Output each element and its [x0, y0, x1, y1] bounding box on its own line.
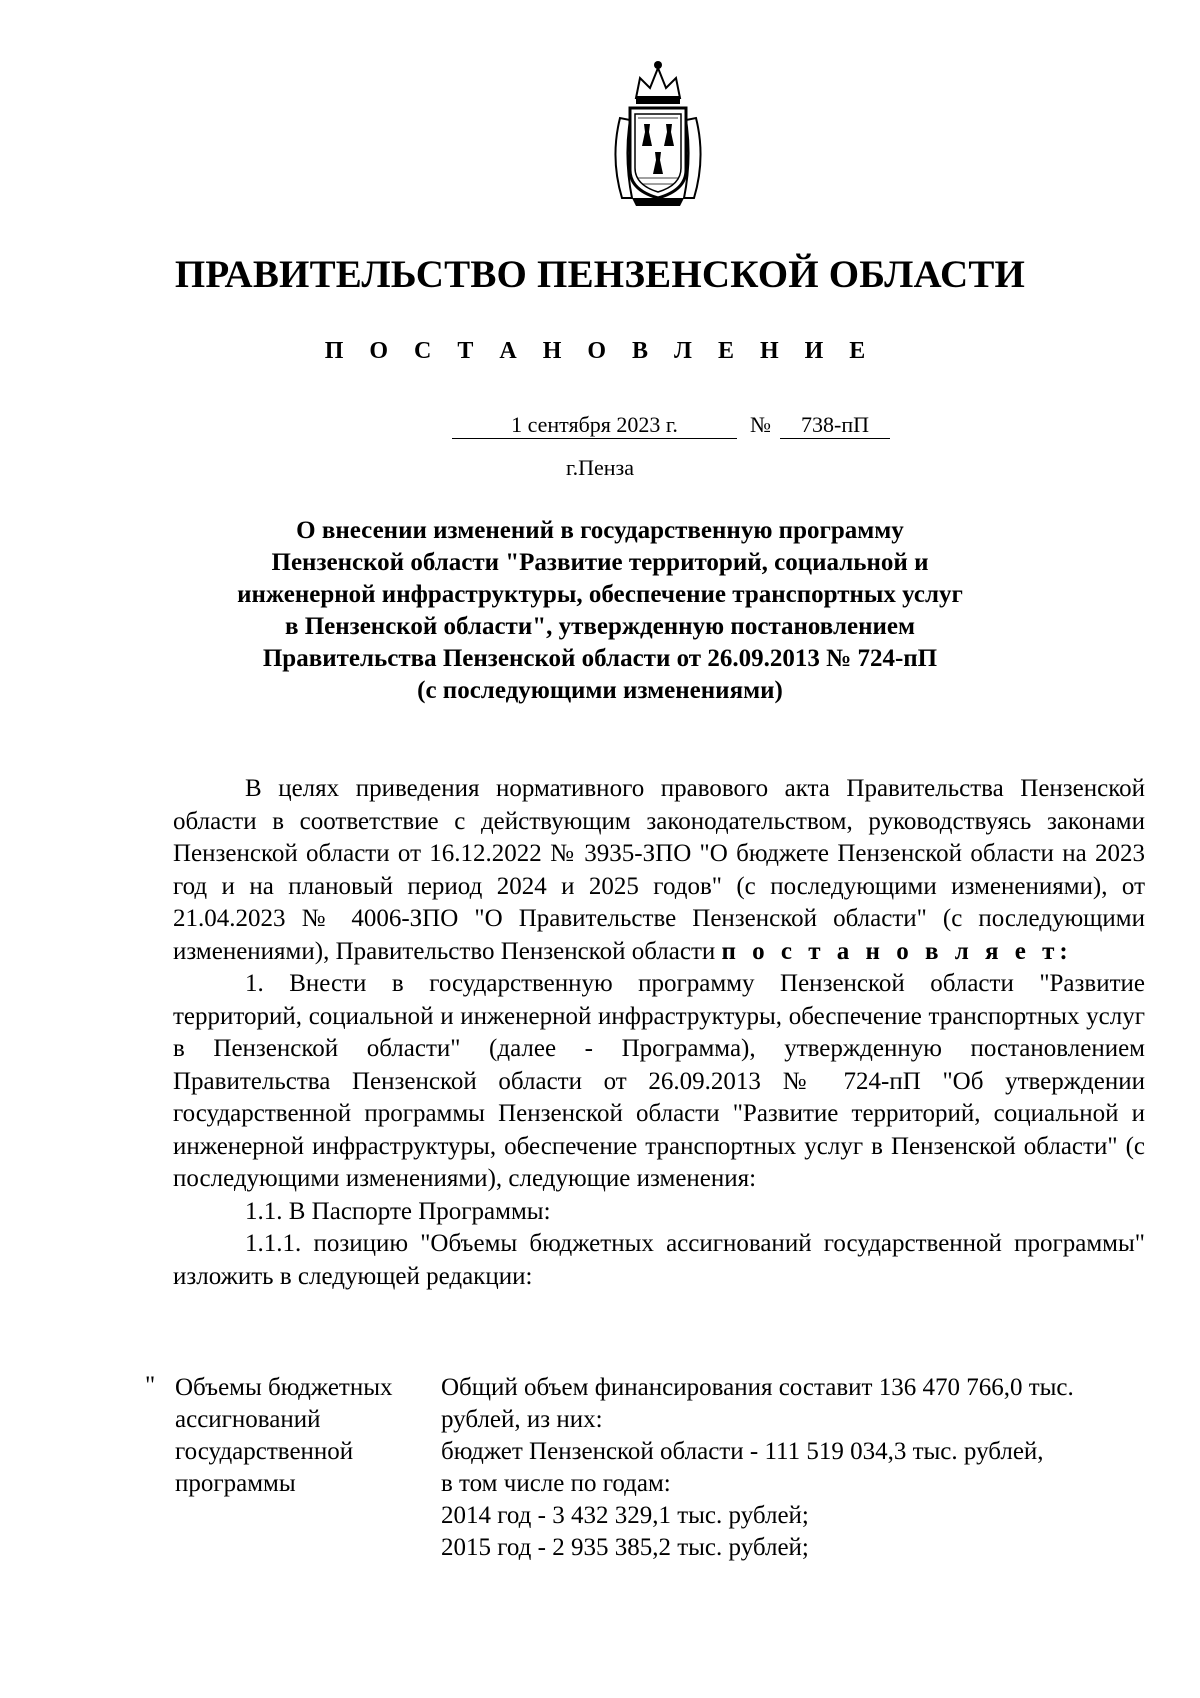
city: г.Пенза	[566, 455, 634, 480]
heading-line: (с последующими изменениями)	[417, 677, 783, 704]
heading-line: Правительства Пензенской области от 26.09.2013 № 724-пП	[262, 645, 938, 672]
heading-line: в Пензенской области", утвержденную постановлением	[284, 613, 916, 640]
preamble-text: В целях приведения нормативного правового акта Правительства Пензенской области в соответствие с действующим законодательством, руководствуясь законами Пензенской области от 16.12.2022 № 3935-ЗПО "О бюджете Пензенской области на 2023 год и на плановый период 2024 и 2025 годов" (с последующими изменениями), от 21.04.2023 № 4006-ЗПО "О Правительстве Пензенской области" (с последующими изменениями), Правительство Пензенской области	[173, 775, 1145, 965]
preamble-resolves: п о с т а н о в л я е т:	[721, 937, 1073, 965]
table-right-line: Общий объем финансирования составит 136 470 766,0 тыс.	[441, 1374, 1074, 1401]
table-right-line: в том числе по годам:	[441, 1470, 671, 1497]
opening-quote: "	[145, 1372, 156, 1399]
item-1-paragraph: 1. Внести в государственную программу Пензенской области "Развитие территорий, социальной и инженерной инфраструктуры, обеспечение транспортных услуг в Пензенской области" (далее - Программа), утвержденную постановлением Правительства Пензенской области от 26.09.2013 № 724-пП "Об утверждении государственной программы Пензенской области "Развитие территорий, социальной и инженерной инфраструктуры, обеспечение транспортных услуг в Пензенской области" (с последующими изменениями), следующие изменения:	[173, 970, 1145, 1192]
document-type: П О С Т А Н О В Л Е Н И Е	[324, 338, 876, 364]
table-right-line: рублей, из них:	[441, 1406, 603, 1433]
table-right-line: 2015 год - 2 935 385,2 тыс. рублей;	[441, 1534, 809, 1561]
item-1-1-1-paragraph: 1.1.1. позицию "Объемы бюджетных ассигнований государственной программы" изложить в следующей редакции:	[173, 1230, 1145, 1290]
penza-region-coat-of-arms-icon	[602, 58, 714, 208]
preamble-paragraph	[173, 773, 1145, 968]
document-date: 1 сентября 2023 г.	[452, 412, 737, 439]
document-body	[173, 773, 1145, 1293]
document-number: 738-пП	[780, 412, 890, 439]
heading-line: О внесении изменений в государственную программу	[296, 517, 904, 544]
heading-line: Пензенской области "Развитие территорий, социальной и	[271, 549, 929, 576]
table-right-cell	[441, 1372, 1151, 1564]
document-heading	[170, 515, 1030, 707]
organization-title: ПРАВИТЕЛЬСТВО ПЕНЗЕНСКОЙ ОБЛАСТИ	[174, 253, 1026, 296]
item-1-1-paragraph: 1.1. В Паспорте Программы:	[245, 1197, 551, 1225]
number-sign: №	[750, 412, 771, 437]
table-right-line: 2014 год - 3 432 329,1 тыс. рублей;	[441, 1502, 809, 1529]
heading-line: инженерной инфраструктуры, обеспечение транспортных услуг	[237, 581, 963, 608]
table-left-label: Объемы бюджетных ассигнований государственной программы	[175, 1374, 393, 1497]
table-right-line: бюджет Пензенской области - 111 519 034,3 тыс. рублей,	[441, 1438, 1044, 1465]
